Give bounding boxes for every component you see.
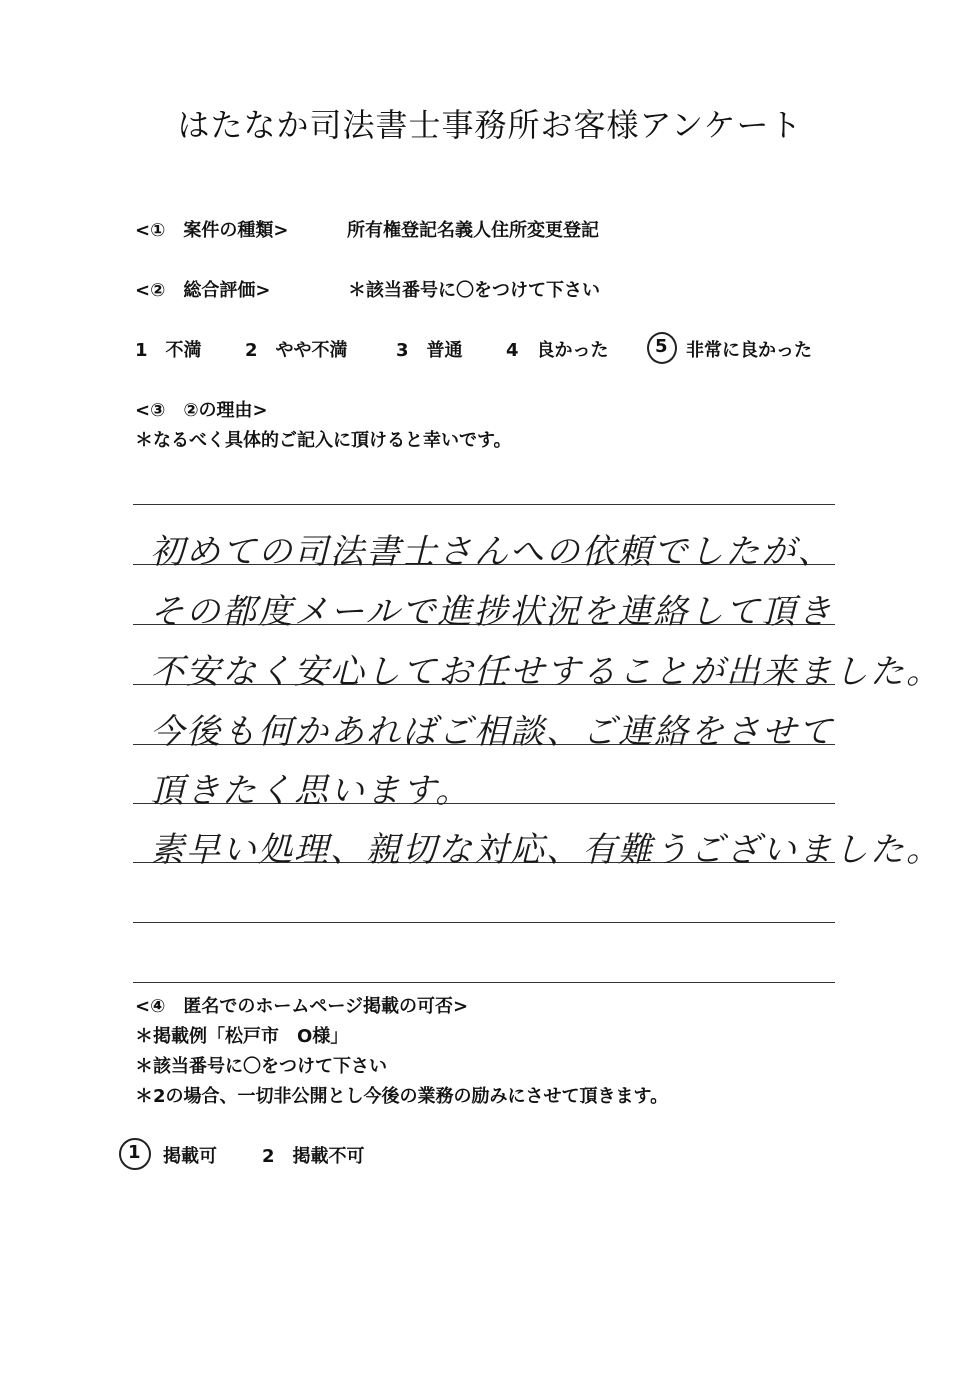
answer-rule	[133, 982, 835, 983]
answer-rule	[133, 922, 835, 923]
q2-option-2: 2 やや不満	[245, 340, 348, 361]
q4-option-1: 掲載可	[163, 1146, 217, 1167]
q4-label: <④ 匿名でのホームページ掲載の可否>	[135, 996, 469, 1017]
q3-note: ＊なるべく具体的ご記入に頂けると幸いです。	[135, 430, 512, 451]
handwritten-line: 初めての司法書士さんへの依頼でしたが、	[150, 532, 834, 572]
q2-option-4: 4 良かった	[506, 340, 609, 361]
handwritten-line: その都度メールで進捗状況を連絡して頂き	[150, 592, 834, 632]
handwritten-line: 素早い処理、親切な対応、有難うございました。	[150, 830, 942, 870]
handwritten-line: 今後も何かあればご相談、ご連絡をさせて	[150, 712, 834, 752]
q4-selected-number: 1	[128, 1142, 141, 1163]
q2-note: ＊該当番号に〇をつけて下さい	[348, 280, 600, 301]
q3-label: <③ ②の理由>	[135, 400, 268, 421]
q2-option-5: 非常に良かった	[686, 340, 812, 361]
q4-note: ＊2の場合、一切非公開とし今後の業務の励みにさせて頂きます。	[135, 1086, 669, 1107]
handwritten-line: 頂きたく思います。	[150, 771, 472, 811]
q2-label: <② 総合評価>	[135, 280, 271, 301]
q4-note: ＊該当番号に〇をつけて下さい	[135, 1056, 387, 1077]
q4-option-2: 2 掲載不可	[262, 1146, 365, 1167]
q1-label: <① 案件の種類>	[135, 220, 289, 241]
q2-option-1: 1 不満	[135, 340, 202, 361]
page-title: はたなか司法書士事務所お客様アンケート	[177, 106, 803, 144]
q1-answer: 所有権登記名義人住所変更登記	[347, 220, 599, 241]
handwritten-line: 不安なく安心してお任せすることが出来ました。	[150, 652, 942, 692]
answer-rule	[133, 504, 835, 505]
q2-option-3: 3 普通	[396, 340, 463, 361]
q2-selected-number: 5	[655, 336, 668, 357]
q4-note: ＊掲載例「松戸市 O様」	[135, 1026, 349, 1047]
